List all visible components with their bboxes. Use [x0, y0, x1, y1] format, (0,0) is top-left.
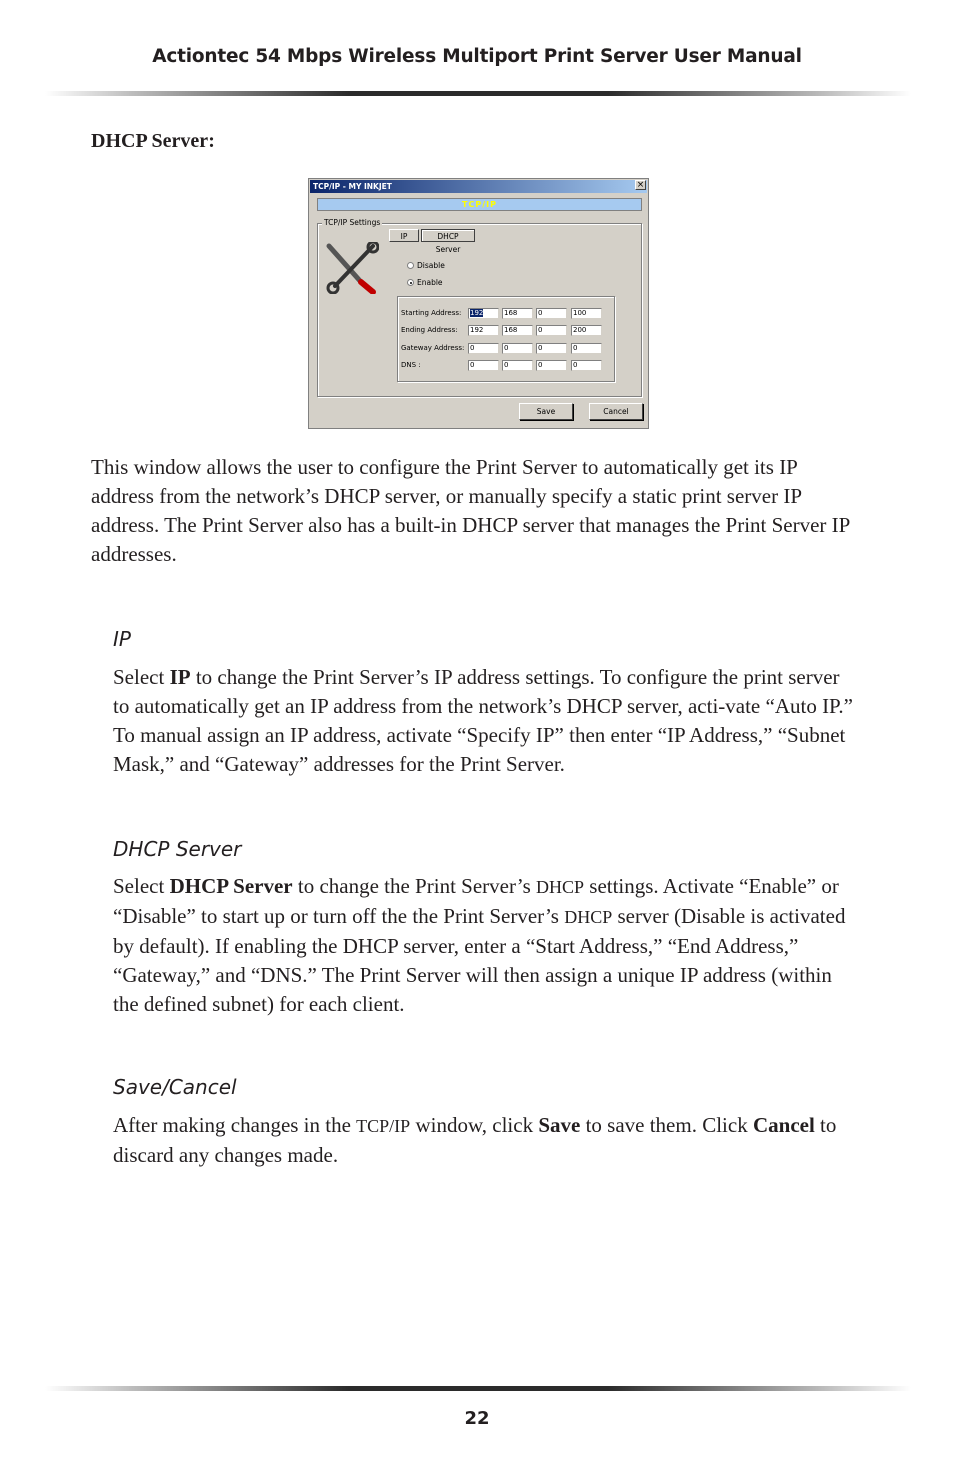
- save-cancel-heading: Save/Cancel: [113, 1075, 237, 1099]
- save-bold-term: Save: [538, 1113, 581, 1137]
- ip-paragraph: Select IP to change the Print Server’s IP address settings. To configure the print server to automatically get an IP address from the network’s DHCP server, acti-vate “Auto IP.” To manual assign an IP address, activate “Specify IP” then enter “IP Address,” “Subnet Mask,” and “Gateway” addresses for the Print Server.: [113, 665, 853, 776]
- starting-address-label: Starting Address:: [401, 309, 462, 317]
- starting-address-octet-1[interactable]: 192: [468, 308, 499, 319]
- ending-address-octet-2[interactable]: 168: [502, 325, 533, 336]
- window-banner: TCP/IP: [317, 198, 642, 211]
- gateway-address-octet-3[interactable]: 0: [536, 343, 567, 354]
- ending-address-label: Ending Address:: [401, 326, 458, 334]
- ip-bold-term: IP: [169, 665, 191, 689]
- starting-address-octet-2[interactable]: 168: [502, 308, 533, 319]
- footer-rule: [45, 1386, 911, 1391]
- dhcp-paragraph: Select DHCP Server to change the Print Server’s DHCP settings. Activate “Enable” or “Disable” to start up or turn off the the Print Server’s DHCP server (Disable is activated by default). If enabling the DHCP server, enter a “Start Address,” “End Address,” “Gateway,” and “DNS.” The Print Server will then assign a unique IP address (within the defined subnet) for each client.: [113, 874, 846, 1016]
- ending-address-octet-4[interactable]: 200: [571, 325, 602, 336]
- close-icon[interactable]: ×: [636, 180, 645, 190]
- window-title: TCP/IP - MY INKJET: [313, 182, 392, 191]
- window-titlebar: [310, 180, 647, 193]
- group-label: TCP/IP Settings: [324, 218, 381, 227]
- radio-disable-label: Disable: [417, 261, 445, 270]
- tcpip-window-screenshot: [308, 178, 649, 429]
- gateway-address-octet-4[interactable]: 0: [571, 343, 602, 354]
- dhcp-heading: DHCP Server: [113, 837, 242, 861]
- radio-enable[interactable]: [407, 278, 443, 287]
- dhcp-bold-term: DHCP Server: [169, 874, 293, 898]
- save-cancel-paragraph: After making changes in the TCP/IP window, click Save to save them. Click Cancel to discard any changes made.: [113, 1113, 837, 1167]
- dns-octet-1[interactable]: 0: [468, 360, 499, 371]
- dns-octet-4[interactable]: 0: [571, 360, 602, 371]
- dns-octet-3[interactable]: 0: [536, 360, 567, 371]
- ending-address-octet-1[interactable]: 192: [468, 325, 499, 336]
- page-number: 22: [464, 1408, 490, 1429]
- save-button[interactable]: Save: [519, 403, 573, 420]
- intro-paragraph: This window allows the user to configure the Print Server to automatically get its IP address from the network’s DHCP server, or manually specify a static print server IP address. The Print Server also has a built-in DHCP server that manages the Print Server IP addresses.: [91, 455, 850, 566]
- radio-enable-label: Enable: [417, 278, 443, 287]
- gateway-address-octet-1[interactable]: 0: [468, 343, 499, 354]
- ip-heading: IP: [113, 627, 131, 651]
- running-header: Actiontec 54 Mbps Wireless Multiport Print Server User Manual: [152, 46, 802, 67]
- radio-disable-dot[interactable]: [407, 262, 414, 269]
- ending-address-octet-3[interactable]: 0: [536, 325, 567, 336]
- gateway-address-octet-2[interactable]: 0: [502, 343, 533, 354]
- dns-octet-2[interactable]: 0: [502, 360, 533, 371]
- tab-dhcp-server[interactable]: DHCP Server: [421, 229, 475, 242]
- gateway-address-label: Gateway Address:: [401, 344, 465, 352]
- cancel-button[interactable]: Cancel: [589, 403, 643, 420]
- radio-enable-dot[interactable]: [407, 279, 414, 286]
- tab-ip[interactable]: IP: [389, 229, 419, 242]
- radio-disable[interactable]: [407, 261, 445, 270]
- starting-address-octet-4[interactable]: 100: [571, 308, 602, 319]
- starting-address-octet-3[interactable]: 0: [536, 308, 567, 319]
- dns-label: DNS :: [401, 361, 421, 369]
- cancel-bold-term: Cancel: [752, 1113, 815, 1137]
- wrench-screwdriver-icon: [325, 242, 379, 294]
- section-label: DHCP Server:: [91, 130, 215, 152]
- header-rule: [45, 91, 911, 96]
